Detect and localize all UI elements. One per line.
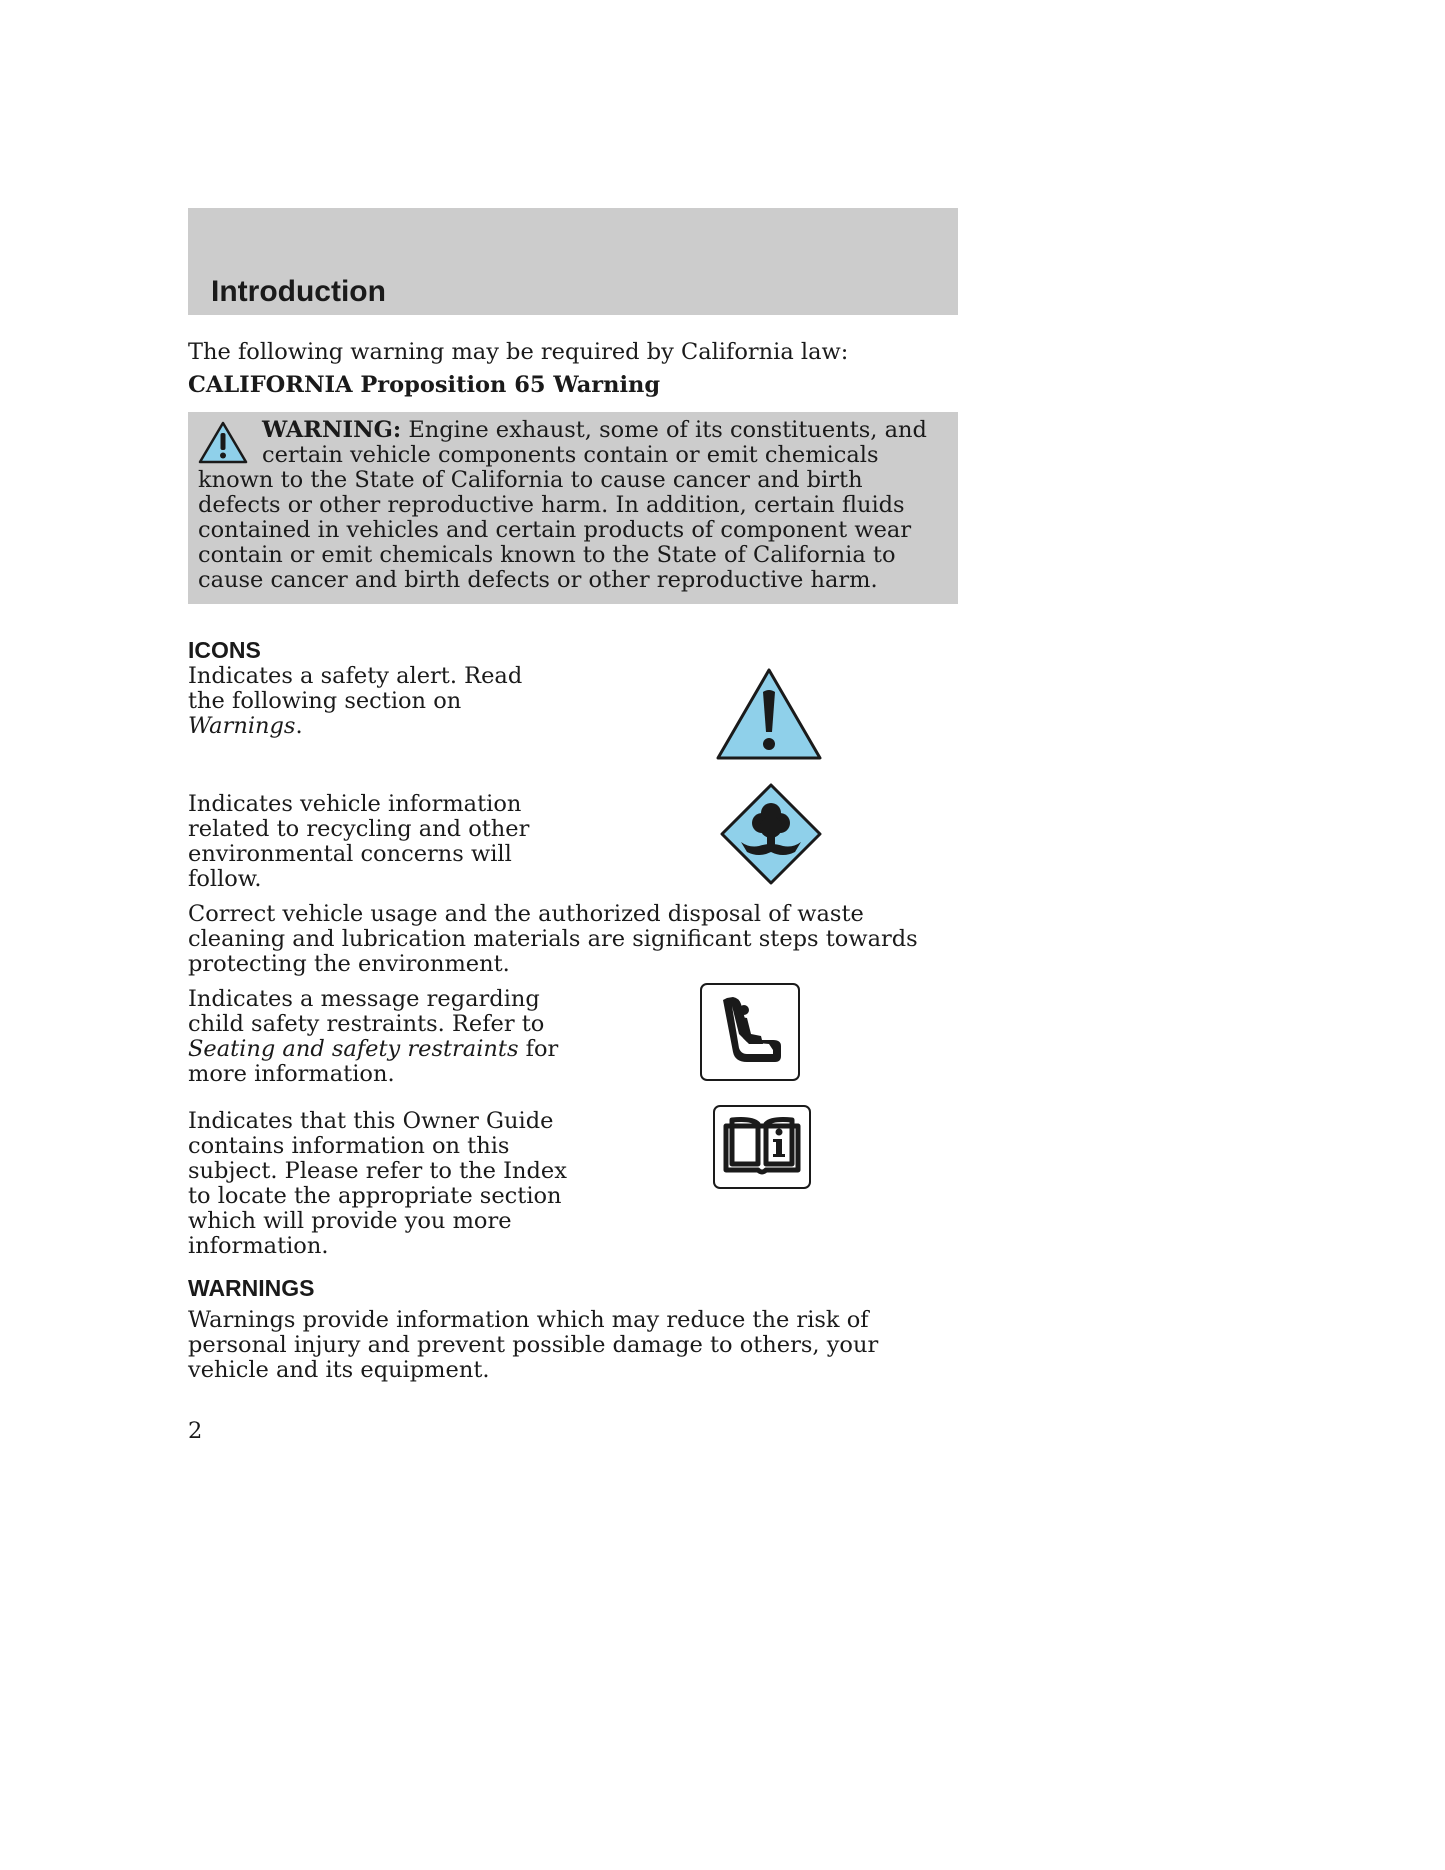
warnings-reference: Warnings [188,713,296,739]
icon-row-safety-alert [188,664,958,792]
icon-row-owner-guide [188,1109,958,1259]
prop65-warning-box [188,412,958,604]
owner-guide-description: Indicates that this Owner Guide contains information on this subject. Please refer to the Index to locate the appropriate section which will provide you more information. [188,1108,567,1259]
section-header-band [188,208,958,315]
intro-line: The following warning may be required by California law: [188,339,849,365]
icon-row-environment [188,792,958,977]
manual-page [188,208,958,1444]
environment-tree-icon [719,782,823,886]
icon-row-child-safety [188,987,958,1105]
warning-label: WARNING: [262,417,402,443]
environment-description-2: Correct vehicle usage and the authorized disposal of waste cleaning and lubrication materials are significant steps towards protecting the environment. [188,901,918,977]
page-number: 2 [188,1418,203,1444]
page-title: Introduction [211,275,386,308]
warnings-description: Warnings provide information which may reduce the risk of personal injury and prevent possible damage to others, your vehicle and its equipment. [188,1307,879,1383]
warning-text: Engine exhaust, some of its constituents, and certain vehicle components contain or emit chemicals known to the State of California to cause cancer and birth defects or other reproductive harm. In addition, certain fluids contained in vehicles and certain products of component wear contain or emit chemicals known to the State of California to cause cancer and birth defects or other reproductive harm. [198,417,927,593]
proposition-65-title: CALIFORNIA Proposition 65 Warning [188,372,661,398]
safety-alert-icon [714,666,824,764]
seating-reference: Seating and safety restraints [188,1036,519,1062]
icons-heading: ICONS [188,637,261,663]
child-seat-icon [699,982,801,1082]
safety-alert-icon [198,421,248,465]
owner-guide-book-icon [712,1104,812,1190]
warnings-heading: WARNINGS [188,1275,315,1301]
safety-alert-description: Indicates a safety alert. Read the following section on Warnings. [188,663,523,739]
environment-description: Indicates vehicle information related to recycling and other environmental concerns will follow. [188,791,530,892]
child-safety-description: Indicates a message regarding child safety restraints. Refer to Seating and safety restraints for more information. [188,986,559,1087]
